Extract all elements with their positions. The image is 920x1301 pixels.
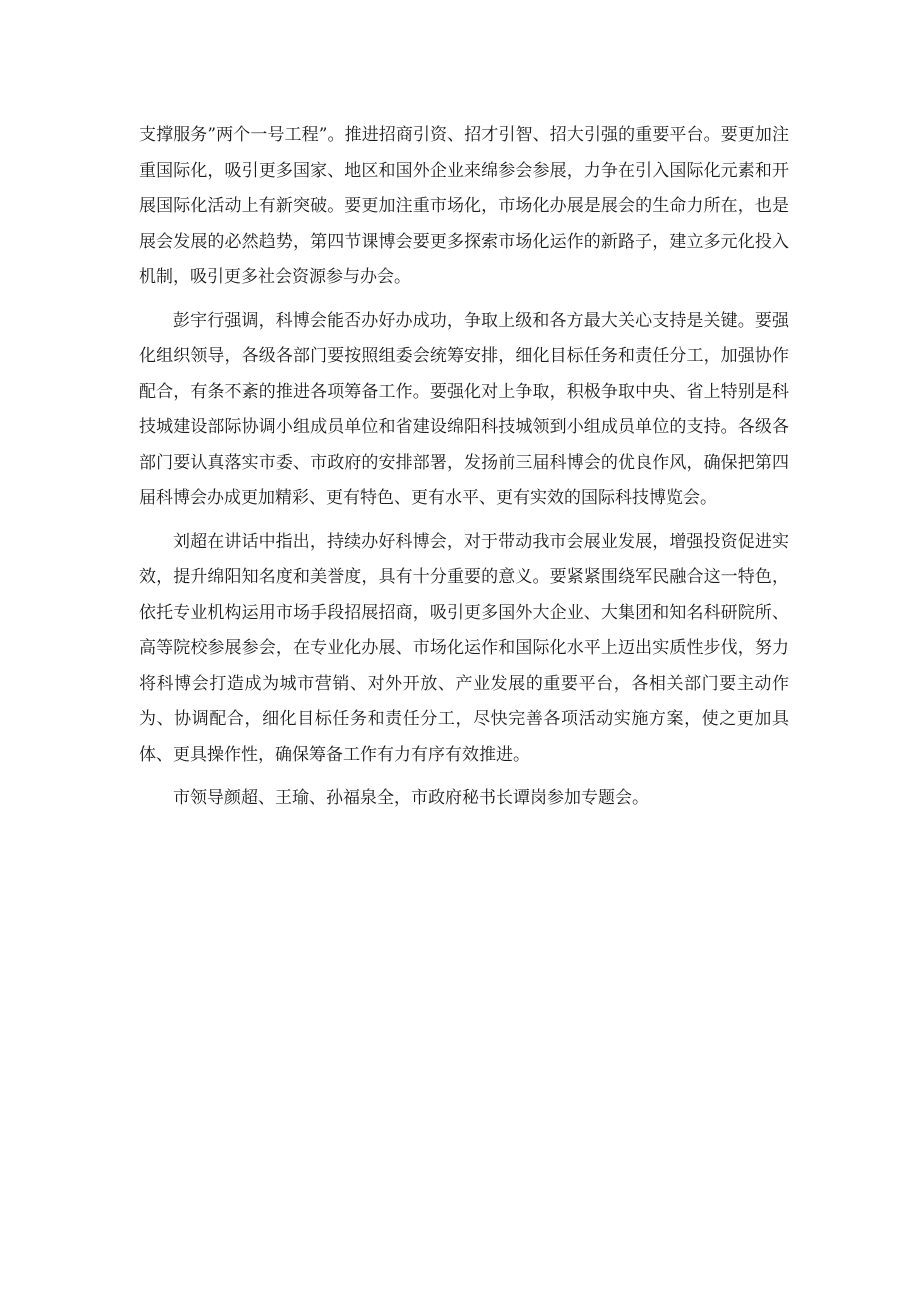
- paragraph-attendees: 市领导颜超、王瑜、孙福泉全，市政府秘书长谭岗参加专题会。: [173, 788, 649, 808]
- paragraph-continuation: 支撑服务”两个一号工程”。推进招商引资、招才引智、招大引强的重要平台。要更加注重国际化，吸引更多国家、地区和国外企业来绵参会参展，力争在引入国际化元素和开展国际化活动上有新突破。要更加注重市场化，市场化办展是展会的生命力所在，也是展会发展的必然趋势，第四节课博会要更多探索市场化运作的新路子，建立多元化投入机制，吸引更多社会资源参与办会。: [139, 125, 789, 287]
- paragraph-peng-yuhang: 彭宇行强调，科博会能否办好办成功，争取上级和各方最大关心支持是关键。要强化组织领导，各级各部门要按照组委会统筹安排，细化目标任务和责任分工，加强协作配合，有条不紊的推进各项筹备工作。要强化对上争取，积极争取中央、省上特别是科技城建设部际协调小组成员单位和省建设绵阳科技城领到小组成员单位的支持。各级各部门要认真落实市委、市政府的安排部署，发扬前三届科博会的优良作风，确保把第四届科博会办成更加精彩、更有特色、更有水平、更有实效的国际科技博览会。: [139, 310, 789, 508]
- paragraph-liu-chao: 刘超在讲话中指出，持续办好科博会，对于带动我市会展业发展，增强投资促进实效，提升绵阳知名度和美誉度，具有十分重要的意义。要紧紧围绕军民融合这一特色，依托专业机构运用市场手段招展招商，吸引更多国外大企业、大集团和知名科研院所、高等院校参展参会，在专业化办展、市场化运作和国际化水平上迈出实质性步伐，努力将科博会打造成为城市营销、对外开放、产业发展的重要平台，各相关部门要主动作为、协调配合，细化目标任务和责任分工，尽快完善各项活动实施方案，使之更加具体、更具操作性，确保筹备工作有力有序有效推进。: [139, 531, 789, 765]
- document-body: [139, 118, 789, 825]
